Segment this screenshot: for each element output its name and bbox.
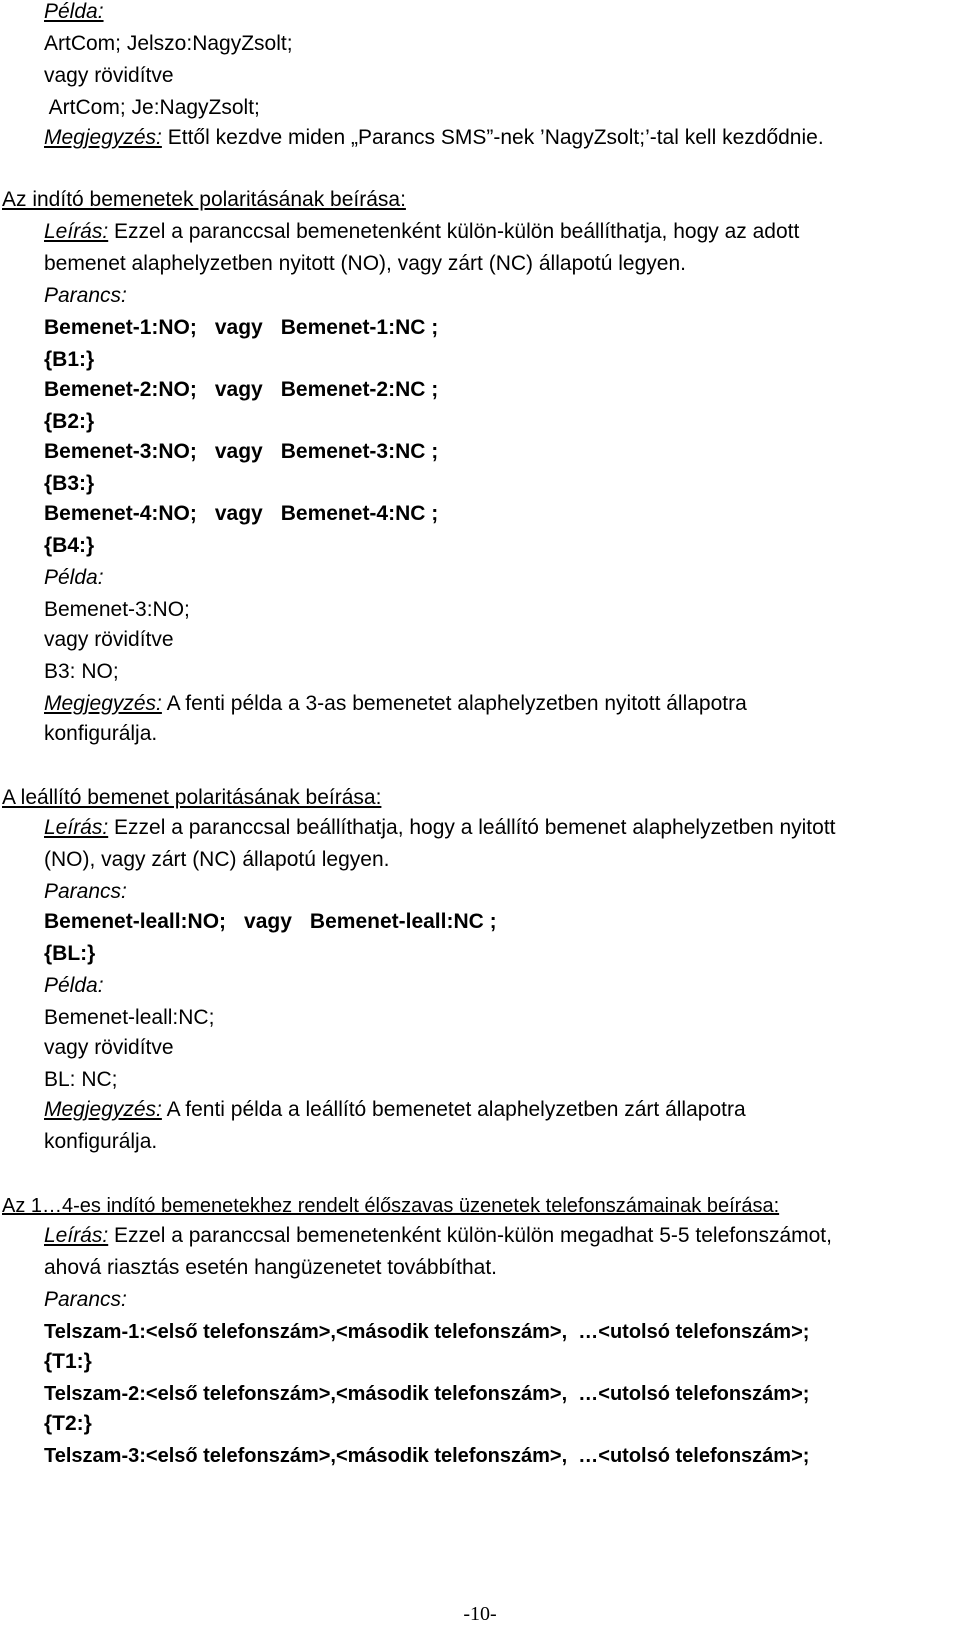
note-text: A fenti példa a leállító bemenetet alaphelyzetben zárt állapotra [161,1098,746,1121]
note-line: konfigurálja. [44,1130,158,1153]
parancs-label: Parancs: [44,880,127,903]
section-heading: A leállító bemenet polaritásának beírása: [2,786,382,809]
note-line: konfigurálja. [44,722,158,745]
command-short: {T1:} [44,1350,92,1373]
command-line: Bemenet-2:NO; vagy Bemenet-2:NC ; [44,378,439,401]
pelda-label: Példa: [44,566,104,589]
leiras-text: Ezzel a paranccsal bemenetenként külön-külön megadhat 5-5 telefonszámot, [108,1224,832,1247]
example-line: Bemenet-3:NO; [44,598,190,621]
command-short: {BL:} [44,942,96,965]
command-line: Bemenet-1:NO; vagy Bemenet-1:NC ; [44,316,439,339]
pelda-label: Példa: [44,974,104,997]
command-short: {B1:} [44,348,95,371]
example-line: BL: NC; [44,1068,118,1091]
parancs-label: Parancs: [44,284,127,307]
description-line [44,216,799,248]
command-short: {B3:} [44,472,95,495]
command-short: {T2:} [44,1412,92,1435]
leiras-label: Leírás: [44,1224,109,1247]
section-heading: Az indító bemenetek polaritásának beírása: [2,188,406,211]
example-line: B3: NO; [44,660,119,683]
pelda-label: Példa: [44,0,104,23]
example-line: vagy rövidítve [44,628,174,651]
command-line: Bemenet-leall:NO; vagy Bemenet-leall:NC ; [44,910,497,933]
page-number: -10- [463,1603,497,1625]
description-line: bemenet alaphelyzetben nyitott (NO), vagy zárt (NC) állapotú legyen. [44,252,686,275]
leiras-text: Ezzel a paranccsal beállíthatja, hogy a leállító bemenet alaphelyzetben nyitott [108,816,836,839]
leiras-label: Leírás: [44,816,109,839]
example-line: ArtCom; Jelszo:NagyZsolt; [44,32,293,55]
note-line [44,1094,746,1126]
note-text: Ettől kezdve miden „Parancs SMS”-nek ’NagyZsolt;’-tal kell kezdődnie. [161,126,824,149]
command-line: Telszam-3:<első telefonszám>,<második telefonszám>, …<utolsó telefonszám>; [44,1445,810,1467]
note-label: Megjegyzés: [44,126,162,149]
leiras-label: Leírás: [44,220,109,243]
description-line [44,812,836,844]
section-heading: Az 1…4-es indító bemenetekhez rendelt élőszavas üzenetek telefonszámainak beírása: [2,1195,780,1217]
description-line: ahová riasztás esetén hangüzenetet továbbíthat. [44,1256,497,1279]
command-line: Bemenet-3:NO; vagy Bemenet-3:NC ; [44,440,439,463]
description-line: (NO), vagy zárt (NC) állapotú legyen. [44,848,390,871]
command-line: Bemenet-4:NO; vagy Bemenet-4:NC ; [44,502,439,525]
parancs-label: Parancs: [44,1288,127,1311]
note-line [44,122,824,154]
example-line: Bemenet-leall:NC; [44,1006,215,1029]
example-line: vagy rövidítve [44,1036,174,1059]
command-short: {B4:} [44,534,95,557]
note-line [44,688,747,720]
example-line: vagy rövidítve [44,64,174,87]
command-line: Telszam-2:<első telefonszám>,<második telefonszám>, …<utolsó telefonszám>; [44,1383,810,1405]
note-label: Megjegyzés: [44,1098,162,1121]
command-line: Telszam-1:<első telefonszám>,<második telefonszám>, …<utolsó telefonszám>; [44,1321,810,1343]
leiras-text: Ezzel a paranccsal bemenetenként külön-külön beállíthatja, hogy az adott [108,220,800,243]
example-line: ArtCom; Je:NagyZsolt; [44,96,260,119]
command-short: {B2:} [44,410,95,433]
note-text: A fenti példa a 3-as bemenetet alaphelyzetben nyitott állapotra [161,692,747,715]
note-label: Megjegyzés: [44,692,162,715]
description-line [44,1220,832,1252]
